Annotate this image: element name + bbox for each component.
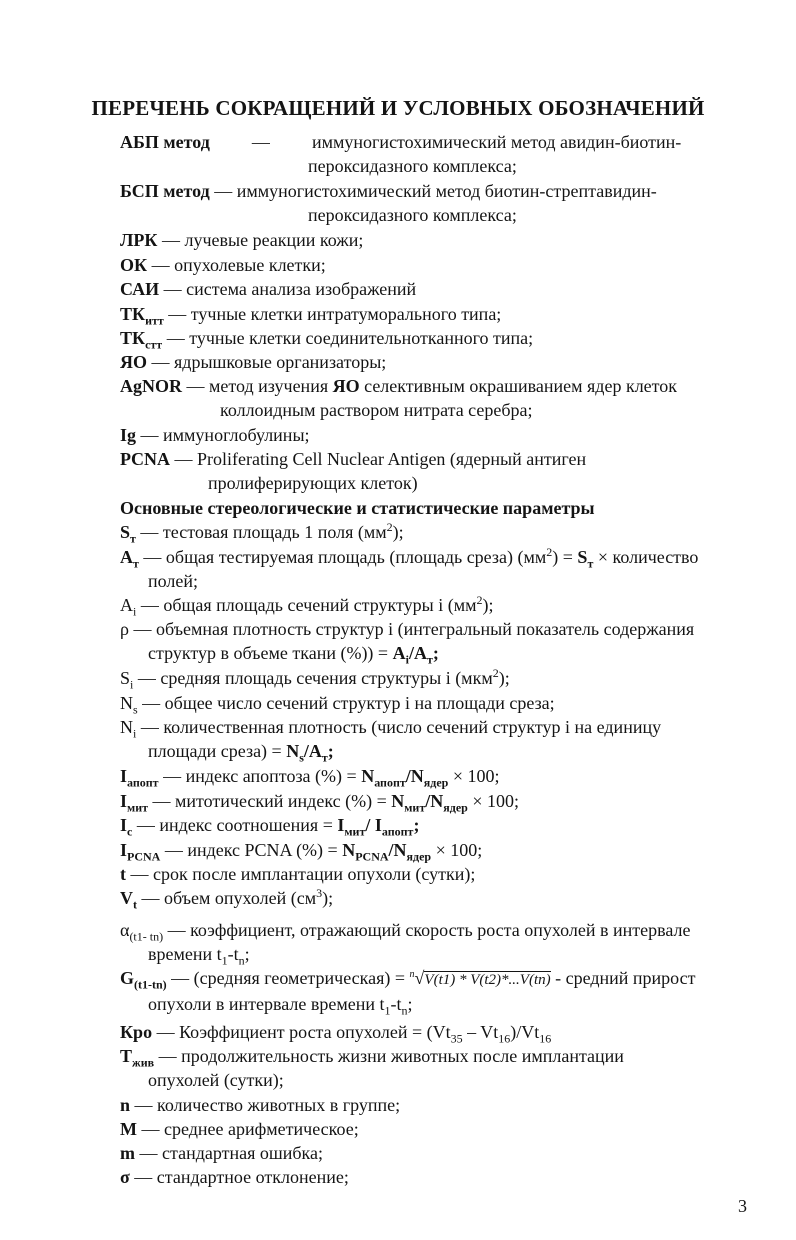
param-n — [120, 1093, 754, 1117]
param-definition: — Коэффициент роста опухолей = $(Vt_{35} - Vt_{16})/Vt_{16}$ — [156, 1022, 552, 1046]
param-t — [120, 862, 754, 886]
param-symbol: $\alpha_{(t1- tn)}$ — [120, 920, 164, 944]
param-definition-cont: опухоли в интервале времени $t_1-t_n$; — [148, 994, 413, 1018]
entry-term: АБП метод — [120, 132, 210, 152]
param-definition: — общая площадь сечений структуры i $(мм^2)$; — [140, 593, 494, 615]
param-sigma — [120, 1165, 754, 1189]
param-m — [120, 1117, 754, 1141]
param-vt — [120, 886, 754, 910]
param-i-apopt — [120, 764, 754, 788]
entry-definition: — тучные клетки соединительнотканного типа; — [166, 328, 534, 348]
param-g — [120, 966, 754, 1016]
entry-definition-cont: пролиферирующих клеток) — [208, 473, 418, 493]
param-kro — [120, 1020, 754, 1044]
entry-abbrev-ref: ЯО — [332, 376, 360, 396]
param-definition-cont: структур в объеме ткани (%)) = $A_i/A_т$; — [148, 643, 439, 667]
entry-definition: иммуногистохимический метод биотин-стрептавидин- — [236, 181, 657, 201]
param-symbol: $I_{PCNA}$ — [120, 840, 161, 864]
entry-term: ОК — [120, 255, 148, 275]
entry-abp — [120, 130, 754, 178]
param-definition: — средняя площадь сечения структуры i (мкм$^2$); — [137, 666, 510, 688]
param-definition: — (средняя геометрическая) = $^n$√V(t1) * V(t2)*...V(tn) - средний прирост — [171, 968, 696, 988]
entry-pcna — [120, 447, 754, 495]
param-symbol: ρ — [120, 619, 129, 639]
param-symbol: n — [120, 1095, 131, 1115]
entry-definition: — система анализа изображений — [163, 279, 417, 299]
param-i-c — [120, 813, 754, 837]
param-symbol: $I_{мит}$ — [120, 791, 148, 815]
entry-ok — [120, 253, 754, 277]
page-title: ПЕРЕЧЕНЬ СОКРАЩЕНИЙ И УСЛОВНЫХ ОБОЗНАЧЕНИЙ — [91, 96, 705, 120]
entry-ig — [120, 423, 754, 447]
param-definition-cont: площади среза) = $N_s/A_т$; — [148, 741, 334, 765]
param-symbol: t — [120, 864, 126, 884]
param-definition: — тестовая площадь 1 поля $(мм^2)$; — [140, 520, 404, 542]
entry-definition: — опухолевые клетки; — [151, 255, 326, 275]
param-definition: — количество животных в группе; — [134, 1095, 401, 1115]
entry-definition: иммуногистохимический метод авидин-биотин- — [312, 132, 682, 152]
param-i-mit — [120, 789, 754, 813]
param-st — [120, 520, 754, 544]
entry-term: $ТК_{стт}$ — [120, 328, 163, 352]
param-symbol: $S_т$ — [120, 522, 136, 546]
param-ns — [120, 691, 754, 715]
entry-definition: — тучные клетки интратуморального типа; — [168, 304, 502, 324]
entry-dash: — — [214, 181, 233, 201]
entry-tk-stt — [120, 326, 754, 350]
param-t-zhiv — [120, 1044, 754, 1092]
param-definition-cont: опухолей (сутки); — [148, 1070, 284, 1090]
param-symbol: $Т_{жив}$ — [120, 1046, 155, 1070]
param-symbol: $G_{(t1-tn)}$ — [120, 968, 167, 992]
param-definition: — индекс PCNA (%) = $N_{PCNA}/N_{ядер} \times 100$; — [164, 840, 483, 864]
entry-definition: — лучевые реакции кожи; — [161, 230, 364, 250]
param-definition: — стандартное отклонение; — [134, 1167, 349, 1187]
entry-definition: — ядрышковые организаторы; — [151, 352, 387, 372]
param-alpha — [120, 918, 754, 966]
param-definition: — срок после имплантации опухоли (сутки); — [130, 864, 476, 884]
param-definition: — среднее арифметическое; — [141, 1119, 359, 1139]
param-symbol: $A_т$ — [120, 547, 139, 571]
param-definition: — объем опухолей $(см^3)$; — [141, 886, 334, 908]
param-definition: — объемная плотность структур i (интегральный показатель содержания — [133, 619, 695, 639]
param-definition: — коэффициент, отражающий скорость роста опухолей в интервале — [167, 920, 691, 940]
param-definition: — общее число сечений структур i на площади среза; — [142, 693, 555, 713]
entry-definition-cont: коллоидным раствором нитрата серебра; — [220, 400, 533, 420]
param-definition: — индекс соотношения = $I_{мит}/$ $I_{апопт}$; — [136, 815, 420, 839]
entry-definition-cont: пероксидазного комплекса; — [308, 205, 517, 225]
param-definition: — индекс апоптоза (%) = $N_{апопт}/N_{ядер} \times 100$; — [163, 766, 500, 790]
param-symbol: $I_{апопт}$ — [120, 766, 159, 790]
param-definition: — общая тестируемая площадь (площадь среза) $(мм^2) = S_т$ × количество — [143, 545, 699, 571]
param-definition: — митотический индекс (%) = $N_{мит}/N_{ядер} \times 100$; — [152, 791, 519, 815]
geometric-mean-formula: $^n$√V(t1) * V(t2)*...V(tn) — [409, 968, 551, 988]
param-m-small — [120, 1141, 754, 1165]
param-definition: — количественная плотность (число сечений структур i на единицу — [140, 717, 662, 737]
param-definition-cont: полей; — [148, 571, 199, 591]
entry-dash: — — [251, 132, 270, 152]
entry-definition: — Proliferating Cell Nuclear Antigen (ядерный антиген — [174, 449, 587, 469]
entry-term: Ig — [120, 425, 137, 445]
param-symbol: m — [120, 1143, 135, 1163]
entry-term: $ТК_{итт}$ — [120, 304, 164, 328]
param-definition-cont: времени $t_1-t_n$; — [148, 944, 250, 968]
param-definition: — продолжительность жизни животных после имплантации — [158, 1046, 624, 1066]
entry-term: БСП метод — [120, 181, 210, 201]
entry-yao — [120, 350, 754, 374]
section-heading: Основные стереологические и статистические параметры — [120, 498, 595, 518]
param-symbol: σ — [120, 1167, 130, 1187]
entry-term: САИ — [120, 279, 160, 299]
param-symbol: Кро — [120, 1022, 153, 1042]
param-si — [120, 666, 754, 690]
param-symbol: $I_c$ — [120, 815, 133, 839]
param-rho — [120, 617, 754, 665]
param-symbol: M — [120, 1119, 137, 1139]
param-symbol: $A_i$ — [120, 595, 137, 619]
entry-lrk — [120, 228, 754, 252]
param-symbol: $V_t$ — [120, 888, 137, 912]
param-at — [120, 545, 754, 593]
entry-term: PCNA — [120, 449, 170, 469]
entry-definition-cont: пероксидазного комплекса; — [308, 156, 517, 176]
entry-sai — [120, 277, 754, 301]
param-ai — [120, 593, 754, 617]
entry-agnor — [120, 374, 754, 422]
entry-definition: — иммуноглобулины; — [140, 425, 310, 445]
entry-definition: — метод изучения — [186, 376, 329, 396]
param-ni — [120, 715, 754, 763]
entry-definition-rest: селективным окрашиванием ядер клеток — [364, 376, 678, 396]
param-symbol: $N_i$ — [120, 717, 137, 741]
page-number: 3 — [738, 1196, 747, 1216]
entry-tk-itt — [120, 302, 754, 326]
entry-term: AgNOR — [120, 376, 182, 396]
entry-term: ЯО — [120, 352, 147, 372]
param-symbol: $S_i$ — [120, 668, 134, 692]
param-i-pcna — [120, 838, 754, 862]
entry-bsp — [120, 179, 754, 227]
entry-term: ЛРК — [120, 230, 158, 250]
param-definition: — стандартная ошибка; — [139, 1143, 323, 1163]
param-symbol: $N_s$ — [120, 693, 138, 717]
